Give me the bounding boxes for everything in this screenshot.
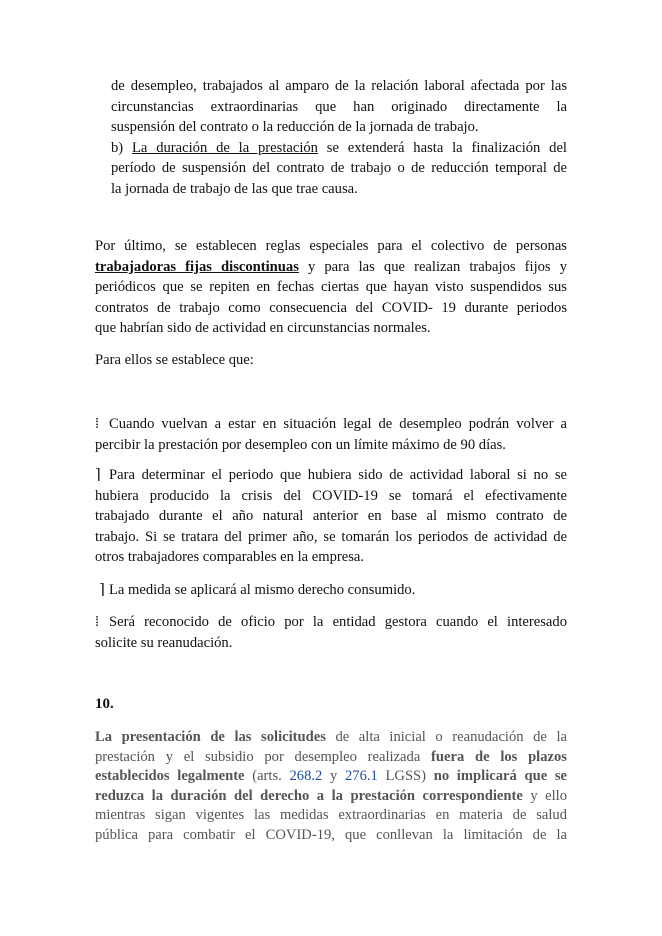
text-run: y para las que realizan trabajos fijos y xyxy=(298,258,567,275)
text-line: trabajado durante el año natural anterior en base al mismo contrato de xyxy=(95,508,567,525)
bold-run: establecidos legalmente xyxy=(95,768,245,784)
text-line: de desempleo, trabajados al amparo de la relación laboral afectada por las xyxy=(111,78,567,94)
text-line: mientras sigan vigentes las medidas extraordinarias en materia de salud xyxy=(95,807,567,823)
bullet-mark-icon: ⁞ xyxy=(95,614,100,630)
text-run: Cuando vuelvan a estar en situación legal de desempleo podrán volver a xyxy=(109,416,567,432)
law-article-link[interactable]: 276.1 xyxy=(344,768,378,784)
bold-run: reduzca la duración del derecho a la prestación correspondiente xyxy=(95,787,523,804)
text-line: Por último, se establecen reglas especiales para el colectivo de personas xyxy=(95,238,567,254)
text-run: y xyxy=(322,768,345,784)
bullet-item xyxy=(95,414,567,455)
text-run: de alta inicial o reanudación de la xyxy=(325,729,567,745)
bold-term: trabajadoras fijas discontinuas xyxy=(95,258,299,275)
text-run: se extenderá hasta la finalización del xyxy=(317,139,567,156)
text-line: la jornada de trabajo de las que trae causa. xyxy=(111,180,358,197)
text-line xyxy=(95,767,567,787)
text-run: La medida se aplicará al mismo derecho consumido. xyxy=(109,582,416,598)
text-run: Será reconocido de oficio por la entidad gestora cuando el interesado xyxy=(109,614,567,630)
bullet-mark-icon: ⁞ xyxy=(95,416,100,432)
text-line: percibir la prestación por desempleo con un límite máximo de 90 días. xyxy=(95,436,506,453)
text-line: período de suspensión del contrato de trabajo o de reducción temporal de xyxy=(111,160,567,177)
text-line xyxy=(95,414,567,435)
item-b-prefix: b) xyxy=(111,139,132,156)
section-10-paragraph xyxy=(95,728,567,845)
bullet-item xyxy=(95,465,567,568)
por-ultimo-paragraph xyxy=(95,236,567,339)
bullet-mark-icon: ⌉ xyxy=(95,467,101,483)
bullet-mark-icon: ⌉ xyxy=(99,582,105,598)
text-line xyxy=(95,787,567,807)
bullet-item xyxy=(95,580,567,601)
text-run: y ello xyxy=(522,787,567,804)
text-line xyxy=(95,465,567,486)
text-line xyxy=(95,580,567,601)
bold-run: La presentación de las solicitudes xyxy=(95,729,326,745)
text-line: trabajo. Si se tratara del primer año, se tomarán los periodos de actividad de xyxy=(95,528,567,545)
text-line: suspensión del contrato o la reducción de la jornada de trabajo. xyxy=(111,119,479,136)
para-ellos-line xyxy=(95,350,567,371)
top-continuation-block xyxy=(111,76,567,200)
law-article-link[interactable]: 268.2 xyxy=(289,768,323,784)
text-line xyxy=(95,728,567,748)
bullet-item xyxy=(95,612,567,653)
text-line: pública para combatir el COVID-19, que conllevan la limitación de la xyxy=(95,826,567,843)
text-run: Para determinar el periodo que hubiera sido de actividad laboral si no se xyxy=(109,467,567,483)
bold-run: no implicará que se xyxy=(433,768,568,784)
text-run: prestación y el subsidio por desempleo realizada xyxy=(95,748,432,765)
text-run: (arts. xyxy=(244,768,290,784)
text-line: contratos de trabajo como consecuencia del COVID- 19 durante periodos xyxy=(95,299,567,316)
text-run: LGSS) xyxy=(377,768,434,784)
text-line xyxy=(95,612,567,633)
text-line: circunstancias extraordinarias que han originado directamente la xyxy=(111,98,567,115)
text-line: solicite su reanudación. xyxy=(95,634,233,651)
underlined-term: La duración de la prestación xyxy=(131,139,318,156)
text-line: Para ellos se establece que: xyxy=(95,352,254,368)
section-number-heading: 10. xyxy=(95,696,114,712)
text-line: hubiera producido la crisis del COVID-19 se tomará el efectivamente xyxy=(95,487,567,504)
text-line-b xyxy=(111,138,567,159)
bold-run: fuera de los plazos xyxy=(431,748,567,765)
text-line: que habrían sido de actividad en circunstancias normales. xyxy=(95,320,431,337)
text-line: otros trabajadores comparables en la empresa. xyxy=(95,549,365,566)
text-line xyxy=(95,748,567,768)
text-line xyxy=(95,257,567,278)
text-line: periódicos que se repiten en fechas ciertas que hayan visto suspendidos sus xyxy=(95,279,567,296)
